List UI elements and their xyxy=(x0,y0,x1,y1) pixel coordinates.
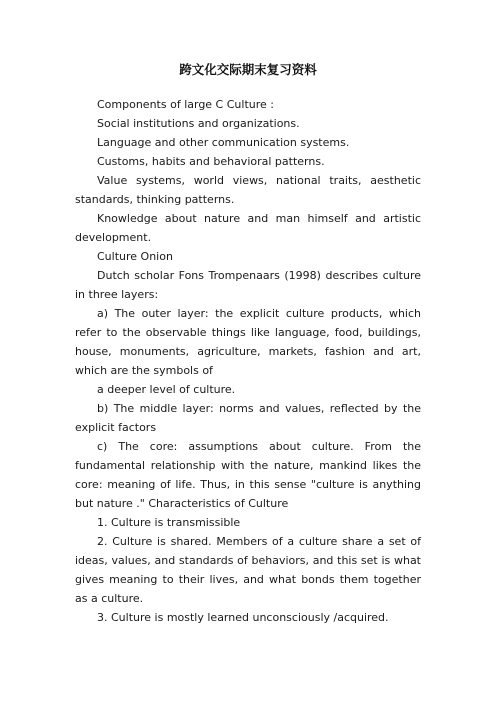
paragraph-outer-layer-continued: a deeper level of culture. xyxy=(97,383,236,396)
paragraph-components-heading: Components of large C Culture : xyxy=(97,98,274,111)
paragraph-customs-habits: Customs, habits and behavioral patterns. xyxy=(97,155,325,168)
paragraph-learned: 3. Culture is mostly learned unconsciously /acquired. xyxy=(97,611,389,624)
paragraph-core-layer: c) The core: assumptions about culture. From the fundamental relationship with the nature, mankind likes the core: meaning of life. Thus, in this sense "culture is anything but nature ." Characteristics of Culture xyxy=(75,440,421,510)
paragraph-language-systems: Language and other communication systems. xyxy=(97,136,350,149)
paragraph-trompenaars-intro: Dutch scholar Fons Trompenaars (1998) describes culture in three layers: xyxy=(75,269,421,301)
paragraph-social-institutions: Social institutions and organizations. xyxy=(97,117,300,130)
paragraph-middle-layer: b) The middle layer: norms and values, reflected by the explicit factors xyxy=(75,402,421,434)
paragraph-culture-onion-heading: Culture Onion xyxy=(97,250,173,263)
paragraph-knowledge-nature: Knowledge about nature and man himself and artistic development. xyxy=(75,212,421,244)
paragraph-shared: 2. Culture is shared. Members of a culture share a set of ideas, values, and standards of behaviors, and this set is what gives meaning to their lives, and what bonds them together as a culture. xyxy=(75,535,421,605)
paragraph-transmissible: 1. Culture is transmissible xyxy=(97,516,241,529)
paragraph-outer-layer: a) The outer layer: the explicit culture products, which refer to the observable things like language, food, buildings, house, monuments, agriculture, markets, fashion and art, which are the symbols of xyxy=(75,307,421,377)
document-body xyxy=(75,95,421,627)
page-title: 跨文化交际期末复习资料 xyxy=(179,62,317,77)
paragraph-value-systems: Value systems, world views, national traits, aesthetic standards, thinking patterns. xyxy=(75,174,421,206)
